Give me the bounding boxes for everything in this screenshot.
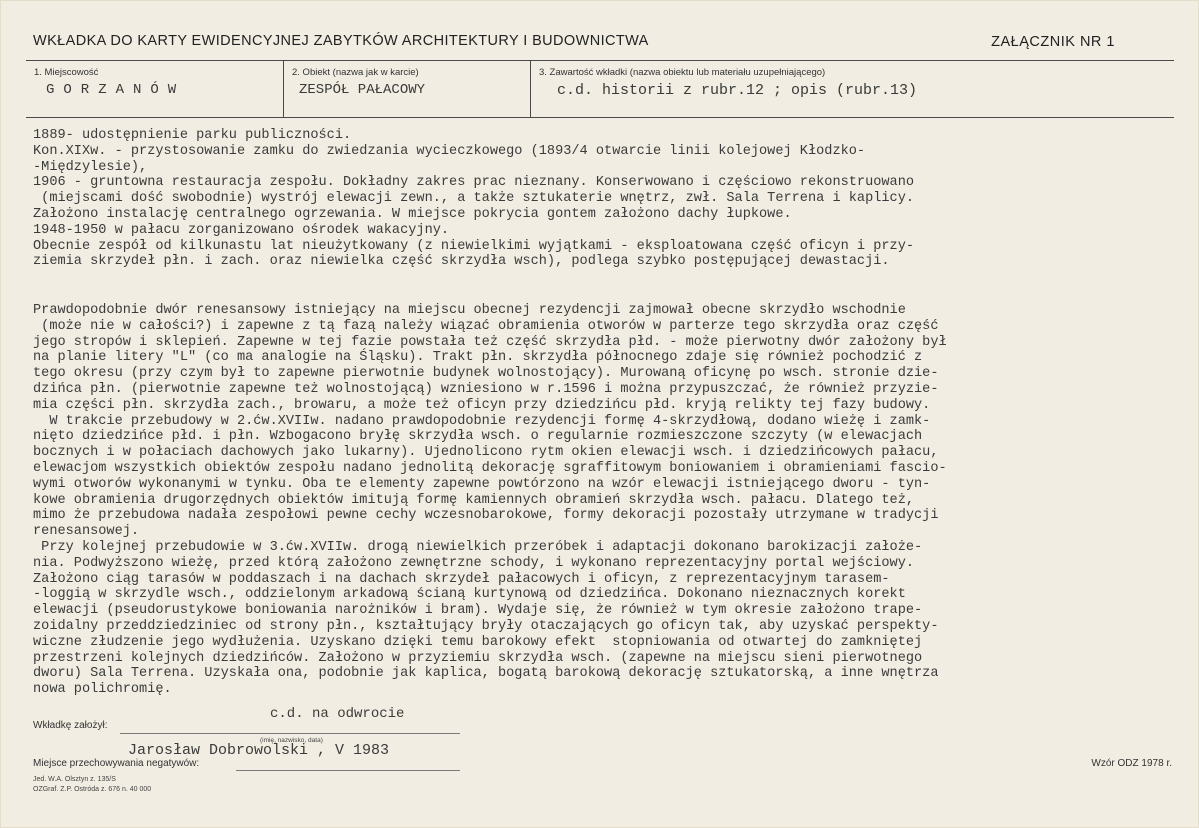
continued-note: c.d. na odwrocie — [270, 706, 405, 722]
printer-line-2: OZGraf. Z.P. Ostróda z. 676 n. 40 000 — [33, 786, 152, 793]
form-title: WKŁADKA DO KARTY EWIDENCYJNEJ ZABYTKÓW ARCHITEKTURY I BUDOWNICTWA — [33, 33, 649, 49]
locality-cell — [26, 60, 284, 117]
object-cell — [284, 60, 531, 117]
compiled-by-label: Wkładkę założył: — [33, 720, 108, 731]
content-label: 3. Zawartość wkładki (nazwa obiektu lub materiału uzupełniającego) — [539, 67, 826, 78]
object-value: ZESPÓŁ PAŁACOWY — [299, 82, 426, 98]
fields-row — [26, 60, 1174, 118]
printer-line-1: Jed. W.A. Olsztyn z. 135/S — [33, 776, 116, 783]
locality-label: 1. Miejscowość — [34, 67, 99, 78]
compiled-by-line — [120, 733, 460, 734]
negatives-line — [236, 770, 460, 771]
annex-number: ZAŁĄCZNIK NR 1 — [991, 34, 1115, 50]
object-label: 2. Obiekt (nazwa jak w karcie) — [292, 67, 419, 78]
form-number: Wzór ODZ 1978 r. — [1091, 758, 1172, 769]
author-caption: (imię, nazwisko, data) — [260, 737, 323, 744]
locality-value: GORZANÓW — [46, 82, 186, 98]
content-value: c.d. historii z rubr.12 ; opis (rubr.13) — [557, 82, 918, 99]
description-paragraph: Prawdopodobnie dwór renesansowy istniejący na miejscu obecnej rezydencji zajmował obecne skrzydło wschodnie (może nie w całości?) i zapewne z tą fazą należy wiązać obramienia otworów w parterze tego skrzydła oraz część jego stropów i sklepień. Zapewne w tej fazie powstała też część skrzydła płd. - może pierwotny dwór założony był na planie litery "L" (co ma analogie na Śląsku). Trakt płn. skrzydła północnego zdaje się również pochodzić z tego okresu (przy czym był to zapewne pierwotnie budynek wolnostojący). Murowaną oficynę po wsch. stronie dzie- dzińca płn. (pierwotnie zapewne też wolnostojącą) wzniesiono w r.1596 i można przypuszczać, że również przyzie- mia części płn. skrzydła zach., browaru, a może też oficyn przy dziedzińcu płd. kryją relikty tej fazy budowy. W trakcie przebudowy w 2.ćw.XVIIw. nadano prawdopodobnie rezydencji formę 4-skrzydłową, dodano wieżę i zamk- nięto dziedzińce płd. i płn. Wzbogacono bryłę skrzydła wsch. o regularnie rozmieszczone szczyty (w elewacjach bocznych i w połaciach dachowych jako lukarny). Ujednolicono rytm okien elewacji wsch. i dziedzińcowych pałacu, elewacjom wszystkich obiektów zespołu nadano jednolitą dekorację sgraffitowym boniowaniem i obramieniami fascio- wymi otworów wykonanymi w tynku. Oba te elementy zapewne powtórzono na wzór elewacji istniejącego dworu - tyn- kowe obramienia drugorzędnych obiektów imitują formę kamiennych obramień skrzydła wsch. pałacu. Dlatego też, mimo że przebudowa nadała zespołowi pewne cechy wczesnobarokowe, formy dekoracji pozostały utrzymane w tradycji renesansowej. Przy kolejnej przebudowie w 3.ćw.XVIIw. drogą niewielkich przeróbek i adaptacji dokonano barokizacji założe- nia. Podwyższono wieżę, przed którą założono zewnętrzne schody, i wykonano reprezentacyjny portal wejściowy. Założono ciąg tarasów w poddaszach i na dachach skrzydeł pałacowych i oficyn, z reprezentacyjnym tarasem- -loggią w skrzydle wsch., oddzielonym arkadową ścianą kurtynową od dziedzińca. Dokonano nieznacznych korekt elewacji (pseudorustykowe boniowania narożników i bram). Wydaje się, że również w tym okresie założono trape- zoidalny przeddziedziniec od strony płn., kształtujący bryły otaczających go oficyn tak, aby uzyskać perspekty- wiczne złudzenie jego wydłużenia. Uzyskano dzięki temu barokowy efekt stopniowania od otwartej do zamkniętej przestrzeni kolejnych dziedzińców. Założono w przyziemiu skrzydła wsch. (zapewne na miejscu sieni pierwotnego dworu) Sala Terrena. Uzyskała ona, podobnie jak kaplica, bogatą barokową dekorację sztukatorską, a inne wnętrza nowa polichromię. — [33, 303, 947, 698]
content-cell — [531, 60, 1174, 117]
history-paragraph: 1889- udostępnienie parku publiczności. Kon.XIXw. - przystosowanie zamku do zwiedzania wycieczkowego (1893/4 otwarcie linii kolejowej Kłodzko- -Międzylesie), 1906 - gruntowna restauracja zespołu. Dokładny zakres prac nieznany. Konserwowano i częściowo rekonstruowano (miejscami dość swobodnie) wystrój elewacji zewn., a także sztukaterie wnętrz, zwł. Sala Terrena i kaplicy. Założono instalację centralnego ogrzewania. W miejsce pokrycia gontem założono dachy łupkowe. 1948-1950 w pałacu zorganizowano ośrodek wakacyjny. Obecnie zespół od kilkunastu lat nieużytkowany (z niewielkimi wyjątkami - eksploatowana część oficyn i przy- ziemia skrzydeł płn. i zach. oraz niewielka część skrzydła wsch), podlega szybko postępującej dewastacji. — [33, 128, 915, 270]
author-name: Jarosław Dobrowolski , V 1983 — [128, 742, 390, 759]
negatives-label: Miejsce przechowywania negatywów: — [33, 758, 200, 769]
